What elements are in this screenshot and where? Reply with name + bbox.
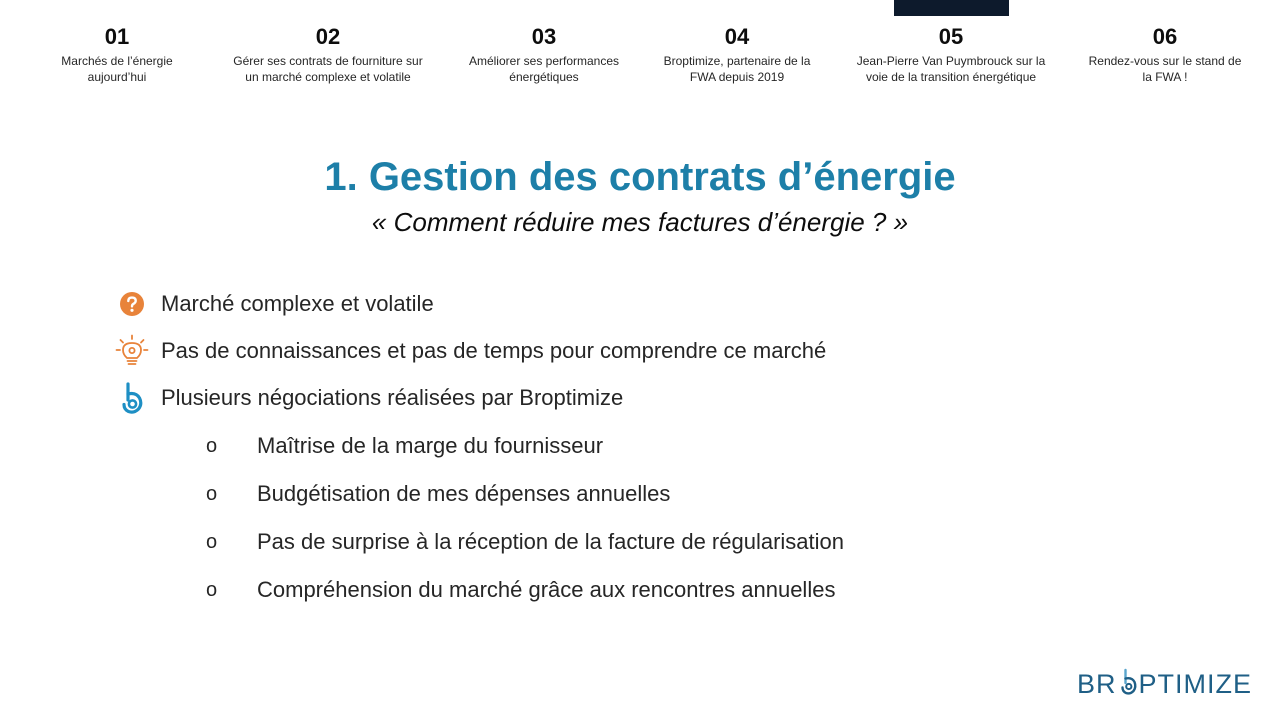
nav-label: Gérer ses contrats de fourniture sur un marché complexe et volatile [233,54,423,84]
sub-bullet-item [206,522,1006,562]
broptimize-logo [1077,668,1252,698]
sub-bullet-item [206,474,1006,514]
lightbulb-icon [114,333,150,369]
nav-item-04[interactable] [630,24,844,85]
sub-bullet-item [206,426,1006,466]
nav-item-03[interactable] [437,24,651,85]
nav-label: Améliorer ses performances énergétiques [468,54,620,84]
bullet-item [114,331,1014,371]
nav-label: Broptimize, partenaire de la FWA depuis 2019 [663,54,811,84]
nav-item-06[interactable] [1058,24,1272,85]
sub-bullet-text: Maîtrise de la marge du fournisseur [257,433,604,458]
sub-bullet-marker: o [206,578,218,601]
bullet-item [114,378,1014,418]
sub-bullet-marker: o [206,482,218,505]
nav-label: Jean-Pierre Van Puymbrouck sur la voie de la transition énergétique [856,54,1046,84]
bullet-item [114,284,1014,324]
bullet-text: Marché complexe et volatile [161,291,434,316]
nav-number: 06 [1152,24,1178,49]
sub-bullet-text: Budgétisation de mes dépenses annuelles [257,481,671,506]
sub-bullet-item [206,570,1006,610]
logo-text-start: BR [1076,669,1117,699]
sub-bullet-text: Compréhension du marché grâce aux rencontres annuelles [257,577,836,602]
nav-number: 05 [938,24,964,49]
nav-item-05[interactable] [844,24,1058,85]
bullet-text: Plusieurs négociations réalisées par Broptimize [161,385,624,410]
slide-subtitle: « Comment réduire mes factures d’énergie ? » [371,207,909,237]
sub-bullet-text: Pas de surprise à la réception de la facture de régularisation [257,529,845,554]
hand-icon [114,380,150,416]
slide-title: 1. Gestion des contrats d’énergie [324,155,956,199]
nav-number: 04 [724,24,750,49]
question-icon [114,286,150,322]
nav-number: 03 [531,24,557,49]
bullet-text: Pas de connaissances et pas de temps pour comprendre ce marché [161,338,827,363]
nav-item-02[interactable] [221,24,435,85]
sub-bullet-marker: o [206,530,218,553]
logo-text-end: PTIMIZE [1138,669,1252,699]
nav-number: 01 [104,24,130,49]
nav-label: Rendez-vous sur le stand de la FWA ! [1088,54,1242,84]
nav-item-01[interactable] [10,24,224,85]
logo-hand-icon [1118,668,1138,698]
nav-number: 02 [315,24,341,49]
active-section-marker [894,0,1009,16]
sub-bullet-marker: o [206,434,218,457]
section-navigation [10,24,1270,94]
nav-label: Marchés de l’énergie aujourd’hui [61,54,173,84]
